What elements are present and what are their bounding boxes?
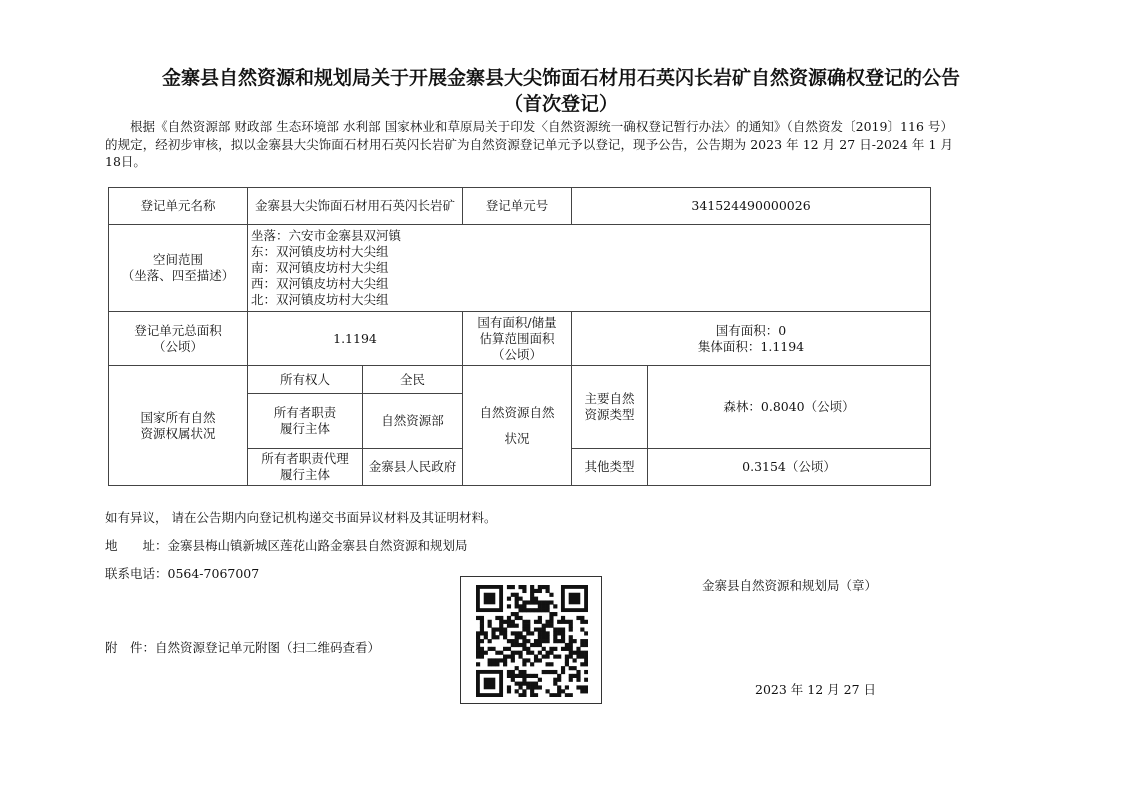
scope-label bbox=[109, 225, 248, 312]
agent-value: 金寨县人民政府 bbox=[363, 449, 463, 486]
duty-value: 自然资源部 bbox=[363, 394, 463, 449]
collective-area-value-line: 集体面积：1.1194 bbox=[697, 338, 805, 354]
state-area-value-line: 国有面积：0 bbox=[715, 322, 787, 338]
agent-label-line: 所有者职责代理 bbox=[261, 451, 349, 466]
unit-name-label: 登记单元名称 bbox=[109, 188, 248, 225]
state-area-label bbox=[463, 312, 572, 366]
state-area-label-line: 估算范围面积 bbox=[479, 330, 555, 346]
scope-label-line: （坐落、四至描述） bbox=[121, 268, 235, 283]
duty-label bbox=[248, 394, 363, 449]
registration-table bbox=[108, 187, 931, 486]
scope-line-location: 坐落：六安市金寨县双河镇 bbox=[251, 228, 402, 243]
agent-label bbox=[248, 449, 363, 486]
objection-note: 如有异议， 请在公告期内向登记机构递交书面异议材料及其证明材料。 bbox=[105, 510, 497, 525]
address-line bbox=[105, 538, 468, 554]
qr-code[interactable] bbox=[460, 576, 602, 704]
issue-date: 2023 年 12 月 27 日 bbox=[755, 682, 876, 697]
ownership-label bbox=[109, 366, 248, 486]
main-type-label-line: 资源类型 bbox=[584, 407, 635, 422]
unit-name-value: 金寨县大尖饰面石材用石英闪长岩矿 bbox=[248, 188, 463, 225]
owner-value: 全民 bbox=[363, 366, 463, 394]
address-value: 金寨县梅山镇新城区莲花山路金寨县自然资源和规划局 bbox=[167, 538, 468, 553]
nature-status-label-line: 自然资源自然 bbox=[479, 404, 555, 420]
page-subtitle: （首次登记） bbox=[503, 93, 618, 115]
main-type-label-line: 主要自然 bbox=[584, 391, 635, 406]
page-title: 金寨县自然资源和规划局关于开展金寨县大尖饰面石材用石英闪长岩矿自然资源确权登记的公告 bbox=[161, 67, 960, 89]
scope-line-west: 西：双河镇皮坊村大尖组 bbox=[251, 276, 389, 291]
ownership-label-line: 资源权属状况 bbox=[140, 425, 216, 441]
ownership-label-line: 国家所有自然 bbox=[140, 409, 216, 425]
owner-label: 所有权人 bbox=[248, 366, 363, 394]
main-type-value: 森林：0.8040（公顷） bbox=[648, 366, 931, 449]
table-row bbox=[109, 366, 931, 394]
scope-label-line: 空间范围 bbox=[152, 252, 203, 267]
table-row bbox=[109, 188, 931, 225]
duty-label-line: 所有者职责 bbox=[273, 405, 337, 420]
main-type-label bbox=[572, 366, 648, 449]
duty-label-line: 履行主体 bbox=[279, 421, 330, 436]
qr-code-icon bbox=[476, 585, 588, 697]
attachment-line: 附 件：自然资源登记单元附图（扫二维码查看） bbox=[105, 640, 381, 655]
nature-status-label bbox=[463, 366, 572, 486]
table-row bbox=[109, 312, 931, 366]
total-area-value: 1.1194 bbox=[248, 312, 463, 366]
unit-no-label: 登记单元号 bbox=[463, 188, 572, 225]
intro-paragraph: 根据《自然资源部 财政部 生态环境部 水利部 国家林业和草原局关于印发〈自然资源统一确权登记暂行办法〉的通知》（自然资发〔2019〕116 号）的规定，经初步审核，拟以金寨县大尖饰面石材用石英闪长岩矿为自然资源登记单元予以登记，现予公告，公告期为 2023 年 12 月 27 日-2024 年 1 月18日。 bbox=[105, 119, 953, 169]
scope-line-east: 东：双河镇皮坊村大尖组 bbox=[251, 244, 389, 259]
state-area-label-line: 国有面积/储量 bbox=[477, 314, 557, 330]
scope-line-north: 北：双河镇皮坊村大尖组 bbox=[251, 292, 389, 307]
scope-value bbox=[248, 225, 931, 312]
table-row bbox=[109, 225, 931, 312]
agent-label-line: 履行主体 bbox=[279, 467, 330, 482]
total-area-label-line: （公顷） bbox=[152, 338, 203, 354]
other-type-value: 0.3154（公顷） bbox=[648, 449, 931, 486]
total-area-label-line: 登记单元总面积 bbox=[134, 322, 222, 338]
state-area-value bbox=[572, 312, 931, 366]
other-type-label: 其他类型 bbox=[572, 449, 648, 486]
address-label: 地 址： bbox=[105, 538, 168, 553]
nature-status-label-line: 状况 bbox=[504, 430, 530, 446]
total-area-label bbox=[109, 312, 248, 366]
phone-line: 联系电话：0564-7067007 bbox=[105, 566, 260, 581]
state-area-label-line: （公顷） bbox=[492, 346, 543, 362]
scope-line-south: 南：双河镇皮坊村大尖组 bbox=[251, 260, 389, 275]
issuer-seal-text: 金寨县自然资源和规划局（章） bbox=[702, 578, 878, 593]
unit-no-value: 341524490000026 bbox=[572, 188, 931, 225]
